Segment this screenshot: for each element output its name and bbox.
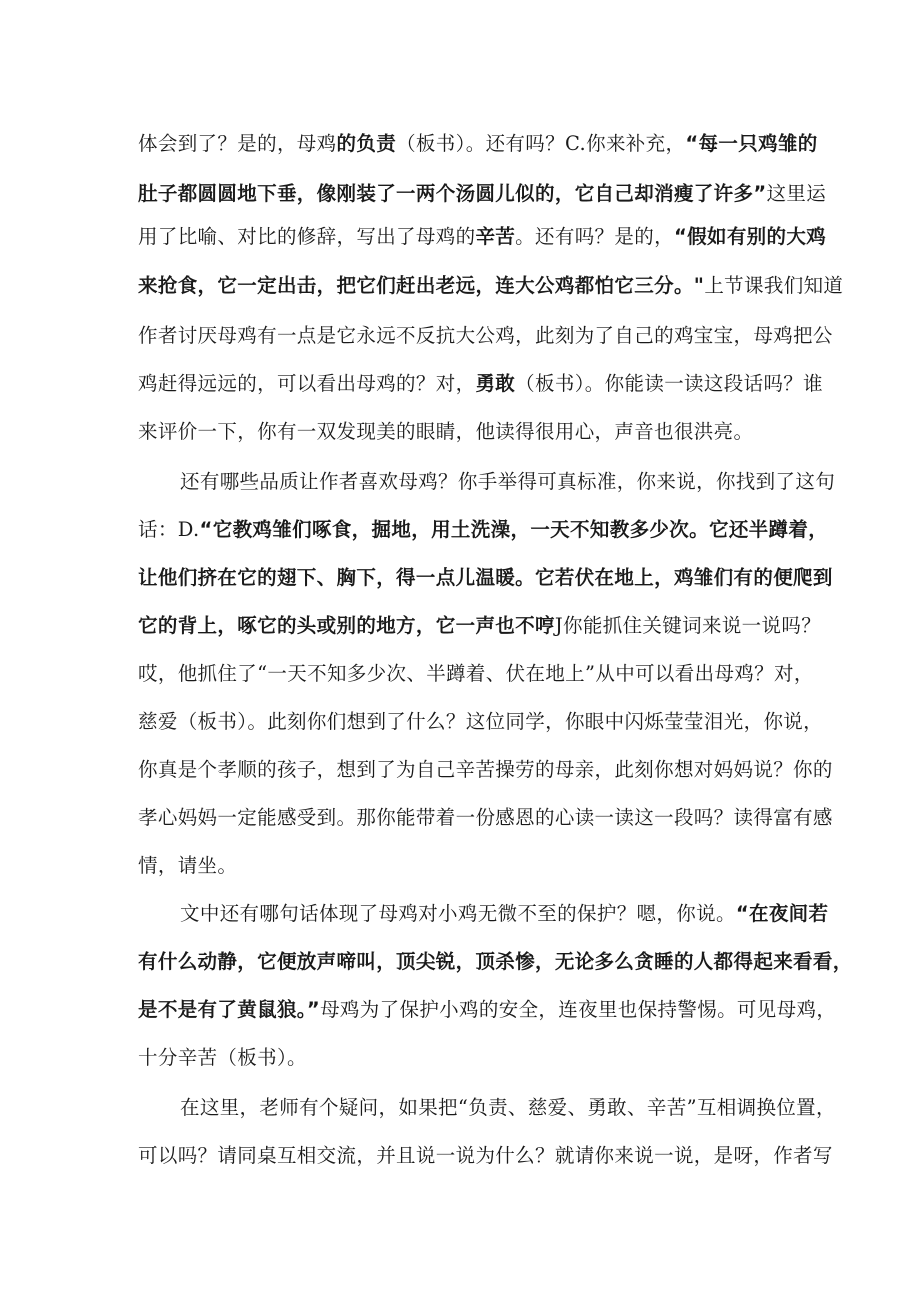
body-text: 慈爱（板书）。此刻你们想到了什么？这位同学，你眼中闪烁莹莹泪光，你说， <box>138 710 824 733</box>
emphasized-text: 是不是有了黄鼠狼。” <box>138 998 321 1021</box>
emphasized-text: 辛苦 <box>475 225 516 248</box>
text-line <box>138 512 828 548</box>
body-text: 用了比喻、对比的修辞，写出了母鸡的 <box>138 225 476 248</box>
emphasized-text: 的负责 <box>336 132 397 155</box>
body-text: J你能抓住关键词来说一说吗？ <box>554 614 822 637</box>
text-line <box>138 656 814 692</box>
text-line <box>138 992 836 1028</box>
text-line <box>138 318 833 354</box>
body-text: 这里运 <box>766 182 827 205</box>
body-text: 十分辛苦（板书）。 <box>138 1046 307 1069</box>
body-text: （板书）。还有吗？C.你来补充， <box>396 132 686 155</box>
body-text: 还有哪些品质让作者喜欢母鸡？你手举得可真标准，你来说，你找到了这句 <box>180 470 836 493</box>
text-line <box>138 414 753 450</box>
body-text: 文中还有哪句话体现了母鸡对小鸡无微不至的保护？嗯，你说。 <box>180 902 736 925</box>
body-text: 在这里，老师有个疑问，如果把“负责、慈爱、勇敢、辛苦”互相调换位置， <box>180 1096 836 1119</box>
emphasized-text: “假如有别的大鸡 <box>673 225 827 248</box>
body-text: 哎，他抓住了“一天不知多少次、半蹲着、伏在地上”从中可以看出母鸡？对， <box>138 662 814 685</box>
text-line <box>138 800 833 836</box>
body-text: 来评价一下，你有一双发现美的眼睛，他读得很用心，声音也很洪亮。 <box>138 420 754 443</box>
body-text: 话：D. <box>138 518 200 541</box>
body-text: 。还有吗？是的， <box>515 225 674 248</box>
body-text: 作者讨厌母鸡有一点是它永远不反抗大公鸡，此刻为了自己的鸡宝宝，母鸡把公 <box>138 324 833 347</box>
body-text: 孝心妈妈一定能感受到。那你能带着一份感恩的心读一读这一段吗？读得富有感 <box>138 806 833 829</box>
text-line <box>138 366 823 402</box>
body-text: 母鸡为了保护小鸡的安全，连夜里也保持警惕。可见母鸡， <box>320 998 837 1021</box>
emphasized-text: 让他们挤在它的翅下、胸下，得一点儿温暖。它若伏在地上，鸡雏们有的便爬到 <box>138 566 833 589</box>
text-line <box>138 219 826 255</box>
body-text: 上节课我们知道 <box>704 274 844 297</box>
text-line <box>138 560 833 596</box>
text-line <box>138 176 826 212</box>
text-line <box>138 608 821 644</box>
text-line <box>138 944 853 980</box>
text-line <box>180 896 828 932</box>
emphasized-text: “它教鸡雏们啄食，掘地，用土洗澡，一天不知教多少次。它还半蹲着， <box>199 518 829 541</box>
text-line <box>180 1090 836 1126</box>
emphasized-text: 肚子都圆圆地下垂，像刚装了一两个汤圆儿似的，它自己却消瘦了许多” <box>138 182 767 205</box>
emphasized-text: 来抢食，它一定出击，把它们赶出老远，连大公鸡都怕它三分。" <box>138 274 705 297</box>
text-line <box>138 704 823 740</box>
text-line <box>138 1138 833 1174</box>
text-line <box>180 464 835 500</box>
text-line <box>138 848 237 884</box>
emphasized-text: “每一只鸡雏的 <box>685 132 818 155</box>
text-line <box>138 126 818 162</box>
body-text: 情，请坐。 <box>138 854 238 877</box>
emphasized-text: “在夜间若 <box>735 902 829 925</box>
body-text: 你真是个孝顺的孩子，想到了为自己辛苦操劳的母亲，此刻你想对妈妈说？你的 <box>138 758 833 781</box>
text-line <box>138 1040 307 1076</box>
emphasized-text: 它的背上，啄它的头或别的地方，它一声也不哼 <box>138 614 555 637</box>
text-line <box>138 752 833 788</box>
body-text: 体会到了？是的，母鸡 <box>138 132 337 155</box>
text-line <box>138 268 843 304</box>
body-text: 可以吗？请同桌互相交流，并且说一说为什么？就请你来说一说，是呀，作者写 <box>138 1144 833 1167</box>
body-text: 鸡赶得远远的，可以看出母鸡的？对， <box>138 372 476 395</box>
emphasized-text: 有什么动静，它便放声啼叫，顶尖锐，顶杀惨，无论多么贪睡的人都得起来看看， <box>138 950 853 973</box>
emphasized-text: 勇敢 <box>475 372 516 395</box>
body-text: （板书）。你能读一读这段话吗？谁 <box>515 372 824 395</box>
